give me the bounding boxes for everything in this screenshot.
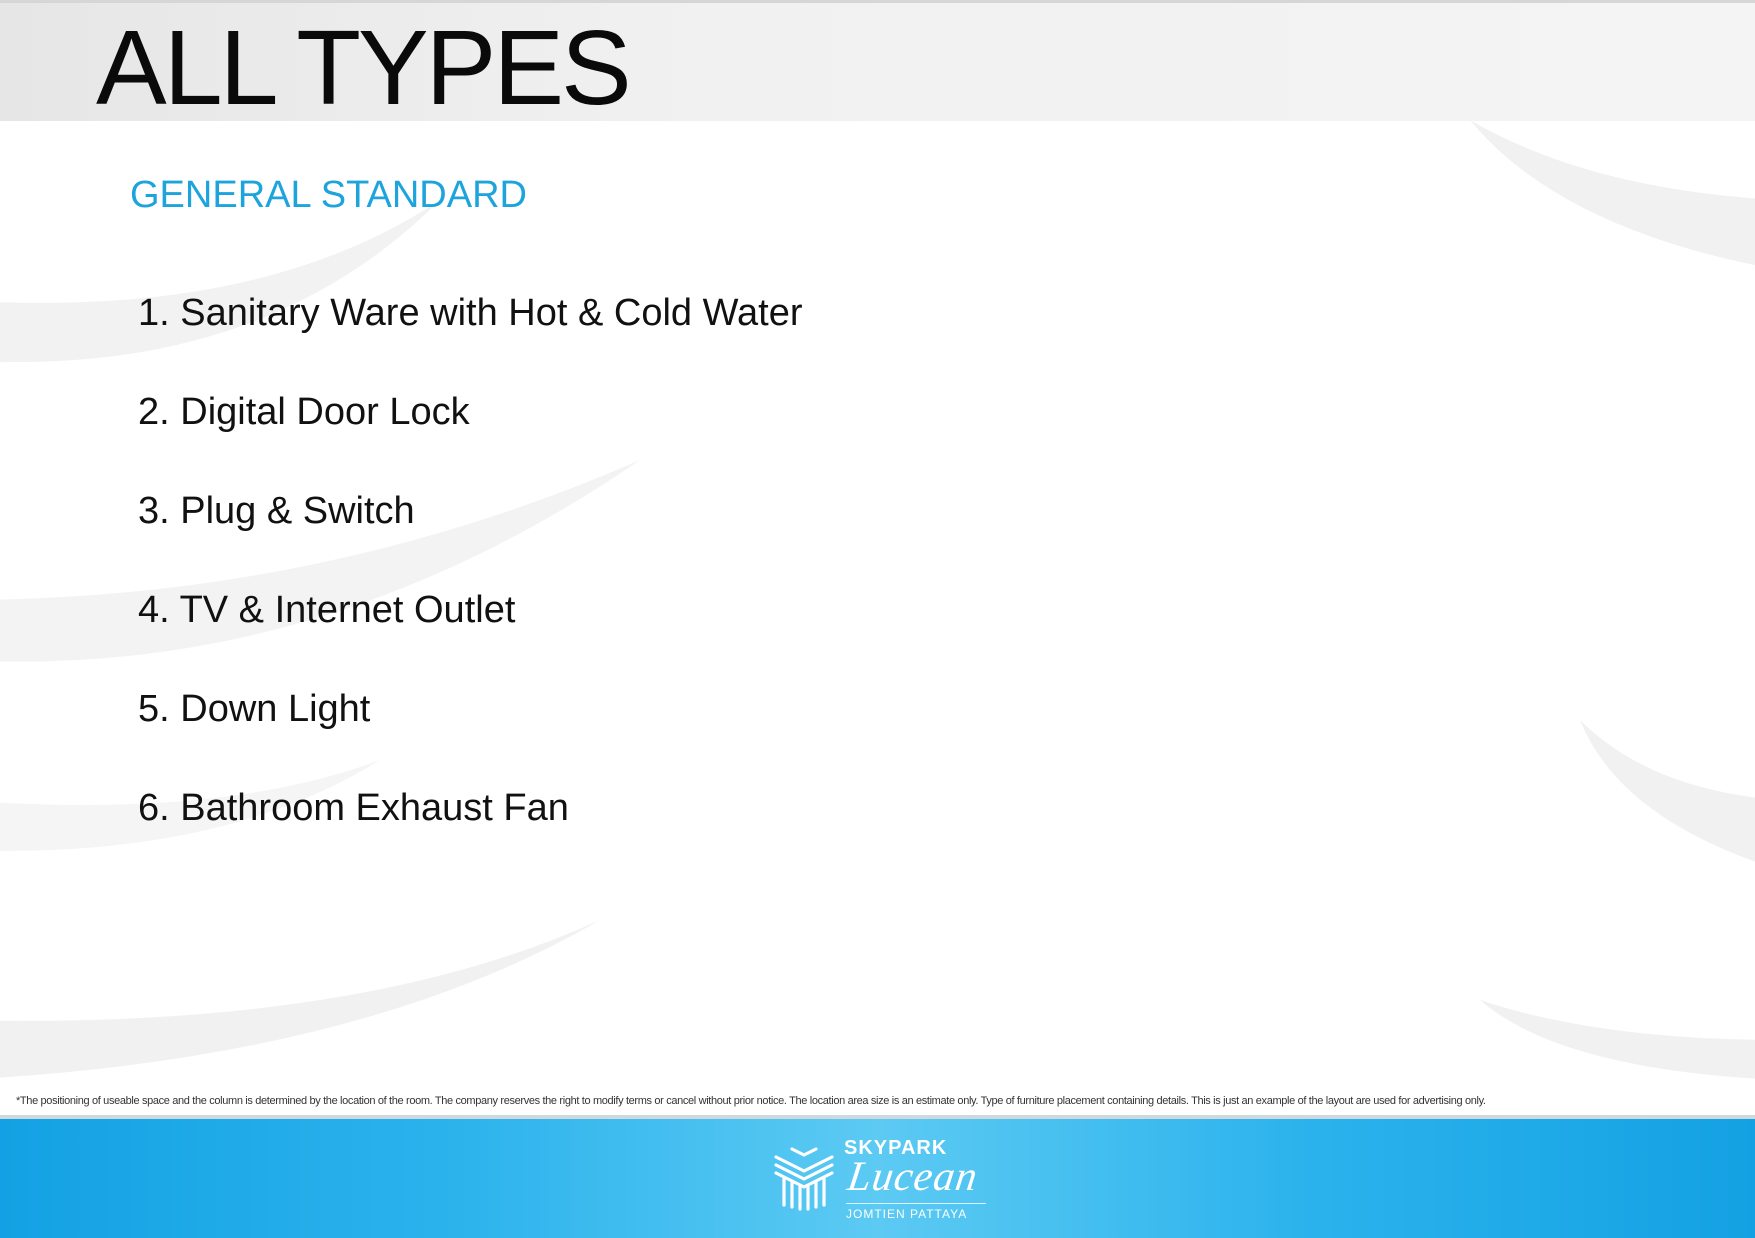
page-title: ALL TYPES — [96, 9, 629, 127]
logo-script-text: Lucean — [844, 1154, 981, 1200]
logo-divider — [846, 1203, 986, 1204]
section-heading: GENERAL STANDARD — [130, 174, 527, 216]
logo-location-text: JOMTIEN PATTAYA — [846, 1207, 968, 1221]
feature-item: 1. Sanitary Ware with Hot & Cold Water — [138, 292, 803, 334]
skypark-lucean-logo — [770, 1133, 990, 1223]
feature-item: 4. TV & Internet Outlet — [138, 589, 516, 631]
logo-brand-text: SKYPARK — [844, 1137, 948, 1159]
feature-item: 6. Bathroom Exhaust Fan — [138, 787, 569, 829]
feature-item: 5. Down Light — [138, 688, 371, 730]
disclaimer-text: *The positioning of useable space and the column is determined by the location of the room. The company reserves the right to modify terms or cancel without prior notice. The location area size is an estimate only. Type of furniture placement containing details. This is just an example of the layout are used for advertising only. — [16, 1095, 1486, 1107]
feature-list — [138, 288, 803, 882]
skypark-mark-icon — [770, 1143, 838, 1211]
feature-item: 3. Plug & Switch — [138, 490, 415, 532]
feature-item: 2. Digital Door Lock — [138, 391, 470, 433]
